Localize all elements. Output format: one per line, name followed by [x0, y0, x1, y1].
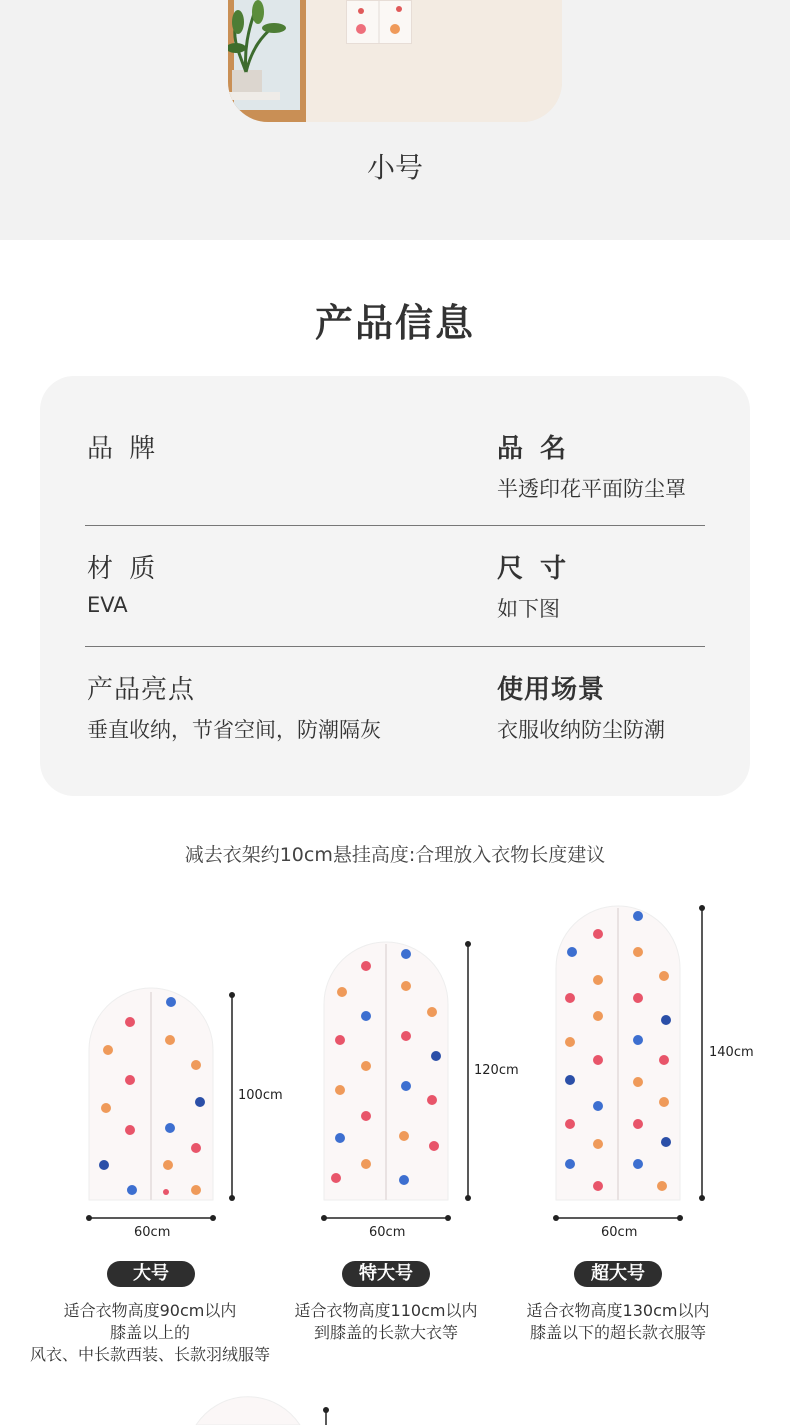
size-desc-line: 到膝盖的长款大衣等 — [313, 1323, 458, 1342]
hanging-hint: 减去衣架约10cm悬挂高度:合理放入衣物长度建议 — [184, 844, 606, 866]
size-desc-xlarge — [261, 1300, 511, 1344]
photo-wall — [288, 0, 562, 122]
top-product-section — [0, 0, 790, 240]
bag-xxlarge-height-label: 140cm — [709, 1045, 754, 1060]
size-desc-line: 风衣、中长款西装、长款羽绒服等 — [29, 1345, 270, 1364]
bag-next-partial — [196, 1397, 300, 1425]
info-material-label: 材 质 — [87, 554, 160, 584]
info-divider — [85, 646, 705, 647]
info-highlight-value: 垂直收纳，节省空间，防潮隔灰 — [87, 718, 381, 742]
bag-xxlarge-width-label: 60cm — [601, 1225, 638, 1240]
size-desc-line: 适合衣物高度90cm以内 — [63, 1301, 237, 1320]
size-label-small: 小号 — [366, 151, 423, 184]
size-desc-line: 适合衣物高度110cm以内 — [294, 1301, 478, 1320]
size-desc-large — [0, 1300, 300, 1366]
info-brand — [87, 428, 159, 473]
photo-dust-cover-print — [347, 1, 411, 43]
info-scene-value: 衣服收纳防尘防潮 — [497, 718, 665, 742]
section-title: 产品信息 — [314, 301, 475, 345]
info-size — [497, 548, 570, 623]
size-desc-xxlarge — [493, 1300, 743, 1344]
bag-large-width-label: 60cm — [134, 1225, 171, 1240]
info-scene — [497, 669, 665, 744]
bag-xlarge-width-label: 60cm — [369, 1225, 406, 1240]
info-divider — [85, 525, 705, 526]
info-name-label: 品 名 — [497, 434, 571, 464]
size-desc-line: 适合衣物高度130cm以内 — [526, 1301, 710, 1320]
info-highlight-label: 产品亮点 — [87, 675, 196, 705]
info-material-value: EVA — [87, 593, 128, 617]
info-material — [87, 548, 159, 617]
info-size-value: 如下图 — [497, 597, 560, 621]
info-highlight — [87, 669, 381, 744]
photo-dust-cover — [346, 0, 412, 44]
bag-xlarge-height-label: 120cm — [474, 1063, 519, 1078]
bag-large-height-label: 100cm — [238, 1088, 283, 1103]
size-tag-xxlarge: 超大号 — [574, 1261, 662, 1287]
info-size-label: 尺 寸 — [497, 554, 571, 584]
info-name-value: 半透印花平面防尘罩 — [497, 477, 686, 501]
size-desc-line: 膝盖以上的 — [109, 1323, 190, 1342]
size-tag-large: 大号 — [107, 1261, 195, 1287]
product-info-card — [40, 376, 750, 796]
product-photo-small — [228, 0, 562, 122]
size-tag-xlarge: 特大号 — [342, 1261, 430, 1287]
size-desc-line: 膝盖以下的超长款衣服等 — [529, 1323, 706, 1342]
plant-illustration — [228, 0, 308, 100]
info-name — [497, 428, 686, 503]
info-brand-label: 品 牌 — [87, 434, 160, 464]
info-scene-label: 使用场景 — [497, 675, 606, 705]
